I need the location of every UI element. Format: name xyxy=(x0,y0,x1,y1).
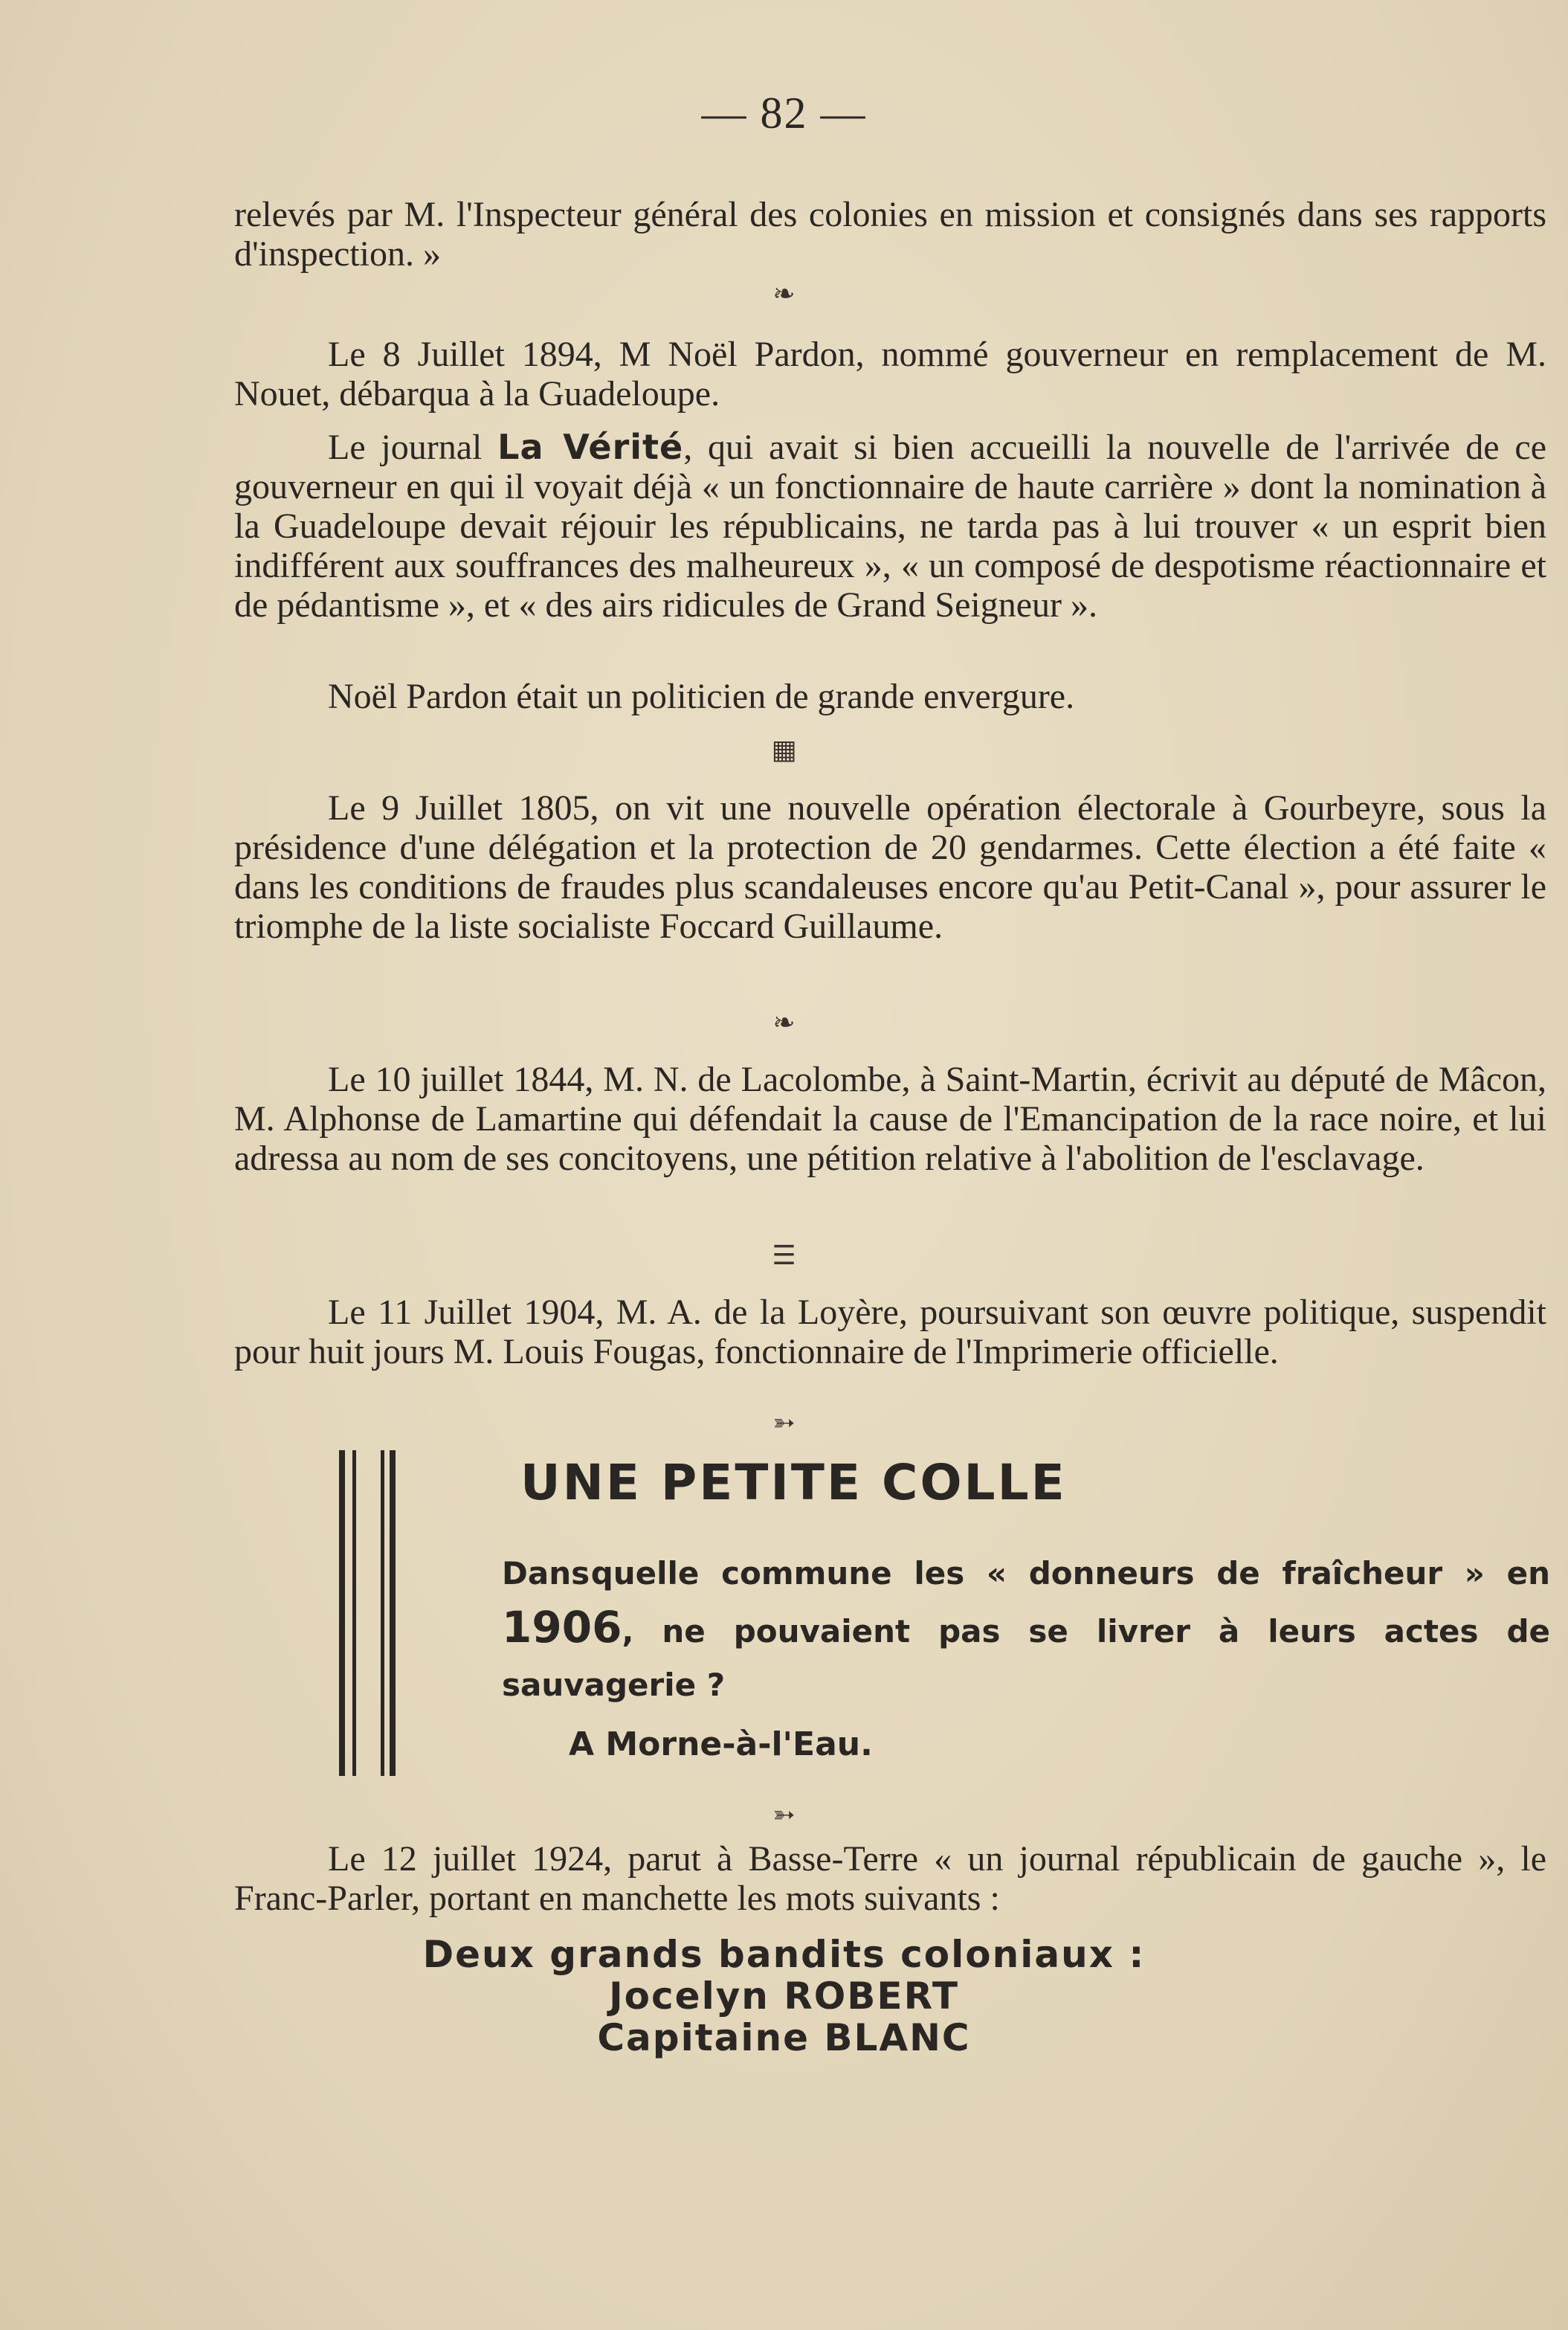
text-run: , qui avait si bien accueilli la nouvelle de l'arrivée de ce gouverneur en qui il voyait déjà « un fonctionnaire de haute carrière » dont la nomination à la Guadeloupe devait réjouir les républicains, ne tarda pas à lui trouver « un esprit bien indifférent aux souffrances des malheureux », « un composé de despotisme réactionnaire et de pédantisme », et « des airs ridicules de Grand Seigneur ». xyxy=(234,428,1546,625)
paragraph-politicien: Noël Pardon était un politicien de grande envergure. xyxy=(328,677,1075,716)
puzzle-question-mid: quelle commune les « donneurs de fraîcheur » en xyxy=(590,1555,1550,1592)
puzzle-year: 1906 xyxy=(502,1602,622,1652)
paragraph-loyere: Le 11 Juillet 1904, M. A. de la Loyère, poursuivant son œuvre politique, suspendit pour huit jours M. Louis Fougas, fonctionnaire de l'Imprimerie officielle. xyxy=(234,1293,1546,1371)
ornament-divider: ➳ xyxy=(772,1408,796,1438)
paragraph-continuation: relevés par M. l'Inspecteur général des colonies en mission et consignés dans ses rapports d'inspection. » xyxy=(234,195,1546,274)
text-run: Le journal xyxy=(328,428,498,467)
ornament-divider: ▦ xyxy=(771,735,797,765)
puzzle-answer: A Morne-à-l'Eau. xyxy=(569,1725,873,1763)
ornament-divider: ❧ xyxy=(772,279,796,309)
rule-line xyxy=(381,1450,384,1776)
paragraph-la-verite xyxy=(234,428,1546,625)
puzzle-box-rules xyxy=(339,1450,399,1776)
ornament-divider: ☰ xyxy=(772,1240,796,1271)
page-number: — 82 — xyxy=(701,88,867,138)
rule-line xyxy=(352,1450,356,1776)
paragraph-gourbeyre: Le 9 Juillet 1805, on vit une nouvelle opération électorale à Gourbeyre, sous la présidence d'une délégation et la protection de 20 gendarmes. Cette élection a été faite « dans les conditions de fraudes plus scandaleuses encore qu'au Petit-Canal », pour assurer le triomphe de la liste socialiste Foccard Guillaume. xyxy=(234,788,1546,946)
headline-line: Jocelyn ROBERT xyxy=(609,1975,959,2018)
paragraph-pardon-arrival: Le 8 Juillet 1894, M Noël Pardon, nommé gouverneur en remplacement de M. Nouet, débarqua à la Guadeloupe. xyxy=(234,335,1546,413)
puzzle-question-lead: Dans xyxy=(502,1555,590,1592)
journal-name: La Vérité xyxy=(497,427,684,467)
paragraph-franc-parler: Le 12 juillet 1924, parut à Basse-Terre « un journal républicain de gauche », le Franc-Parler, portant en manchette les mots suivants : xyxy=(234,1839,1546,1918)
puzzle-question xyxy=(502,1547,1550,1712)
puzzle-question-end: , ne pouvaient pas se livrer à leurs actes de sauvagerie ? xyxy=(502,1613,1550,1703)
headline-line: Capitaine BLANC xyxy=(597,2016,971,2059)
ornament-divider: ➳ xyxy=(772,1800,796,1830)
ornament-divider: ❧ xyxy=(772,1008,796,1038)
headline-line: Deux grands bandits coloniaux : xyxy=(422,1933,1146,1976)
paragraph-lacolombe: Le 10 juillet 1844, M. N. de Lacolombe, à Saint-Martin, écrivit au député de Mâcon, M. Alphonse de Lamartine qui défendait la cause de l'Emancipation de la race noire, et lui adressa au nom de ses concitoyens, une pétition relative à l'abolition de l'esclavage. xyxy=(234,1060,1546,1178)
rule-line xyxy=(339,1450,345,1776)
rule-line xyxy=(390,1450,396,1776)
puzzle-title: UNE PETITE COLLE xyxy=(520,1454,1067,1511)
